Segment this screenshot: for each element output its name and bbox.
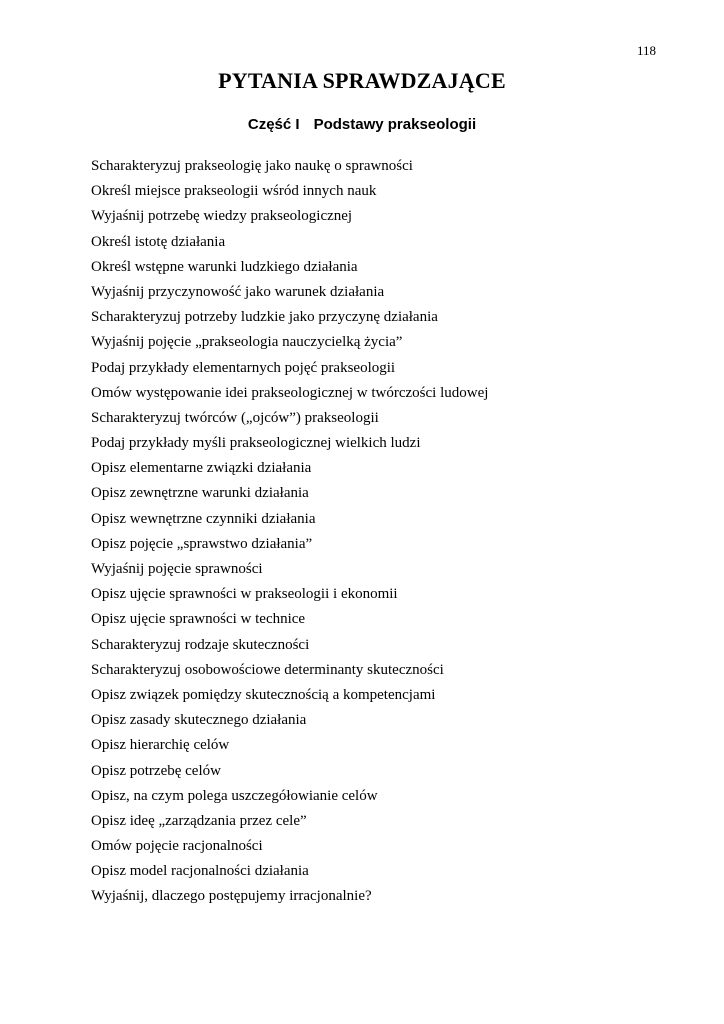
question-item: Opisz zasady skutecznego działania (91, 712, 307, 729)
question-item: Opisz model racjonalności działania (91, 863, 309, 880)
question-item: Podaj przykłady myśli prakseologicznej wielkich ludzi (91, 435, 421, 452)
section-part-label: Część I (247, 116, 300, 133)
section-part-title: Podstawy prakseologii (313, 116, 477, 133)
question-item: Opisz pojęcie „sprawstwo działania” (91, 535, 313, 552)
question-item: Scharakteryzuj rodzaje skuteczności (91, 636, 310, 653)
question-item: Scharakteryzuj potrzeby ludzkie jako przyczynę działania (91, 309, 438, 326)
question-item: Opisz wewnętrzne czynniki działania (91, 510, 316, 527)
question-item: Opisz hierarchię celów (91, 737, 230, 754)
section-heading (0, 116, 724, 133)
question-item: Scharakteryzuj prakseologię jako naukę o sprawności (91, 158, 413, 174)
question-item: Wyjaśnij przyczynowość jako warunek działania (91, 283, 385, 300)
question-item: Wyjaśnij, dlaczego postępujemy irracjonalnie? (91, 888, 372, 905)
question-item: Wyjaśnij pojęcie „prakseologia nauczycielką życia” (91, 334, 403, 351)
question-item: Opisz elementarne związki działania (91, 460, 312, 477)
question-item: Omów pojęcie racjonalności (91, 838, 263, 855)
question-item: Opisz zewnętrzne warunki działania (91, 485, 309, 502)
question-item: Opisz ideę „zarządzania przez cele” (91, 812, 307, 829)
question-item: Opisz potrzebę celów (91, 762, 221, 779)
question-item: Wyjaśnij potrzebę wiedzy prakseologicznej (91, 208, 353, 225)
question-item: Określ miejsce prakseologii wśród innych nauk (91, 183, 377, 200)
page-number: 118 (636, 43, 656, 58)
question-item: Scharakteryzuj twórców („ojców”) prakseologii (91, 409, 379, 426)
question-item: Scharakteryzuj osobowościowe determinanty skuteczności (91, 661, 444, 678)
question-item: Wyjaśnij pojęcie sprawności (91, 561, 263, 577)
question-item: Opisz, na czym polega uszczegółowianie celów (91, 787, 378, 804)
question-item: Określ istotę działania (91, 233, 226, 250)
question-item: Opisz związek pomiędzy skutecznością a kompetencjami (91, 686, 436, 703)
question-list (91, 154, 488, 910)
question-item: Opisz ujęcie sprawności w prakseologii i ekonomii (91, 586, 398, 603)
question-item: Określ wstępne warunki ludzkiego działania (91, 258, 358, 275)
question-item: Podaj przykłady elementarnych pojęć prakseologii (91, 359, 396, 376)
question-item: Opisz ujęcie sprawności w technice (91, 611, 306, 628)
page-title: PYTANIA SPRAWDZAJĄCE (218, 68, 506, 93)
question-item: Omów występowanie idei prakseologicznej w twórczości ludowej (91, 384, 489, 401)
